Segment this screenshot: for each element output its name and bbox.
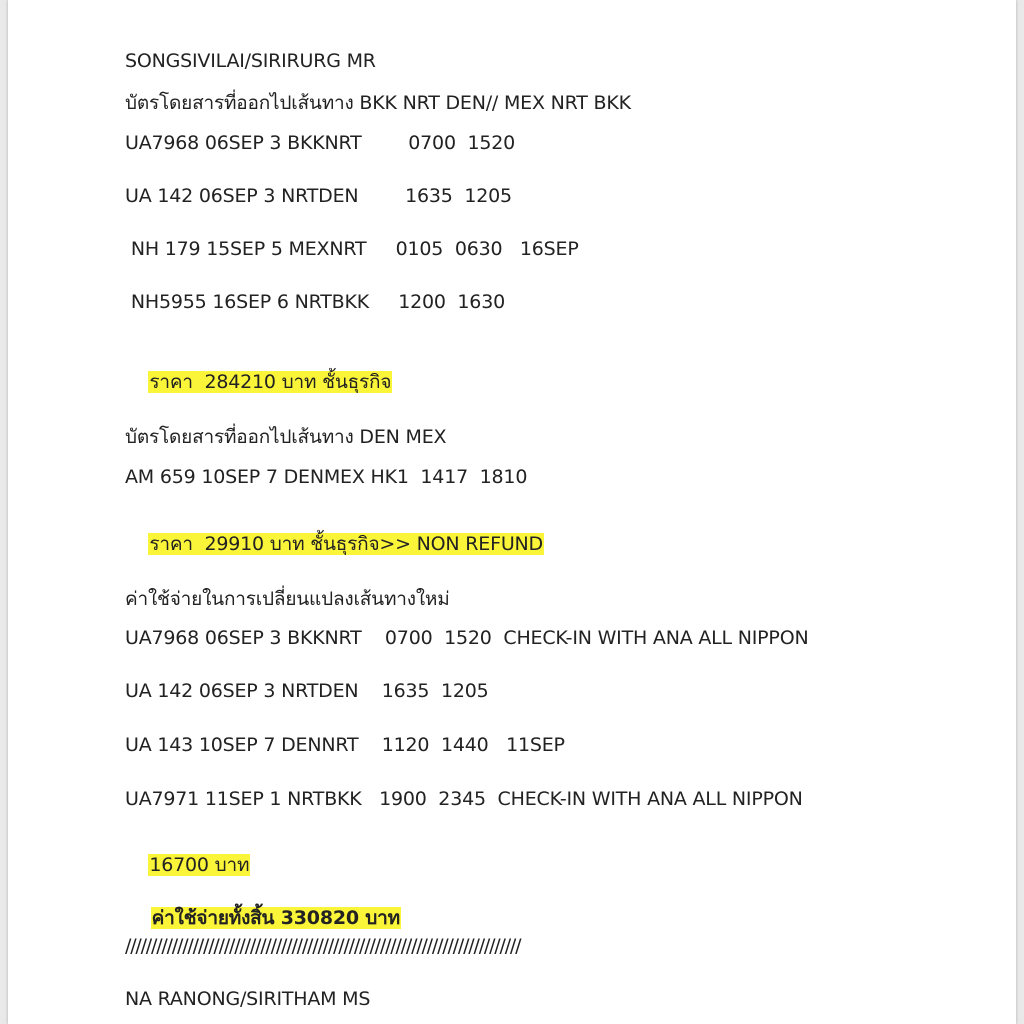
flight-segment: UA 142 06SEP 3 NRTDEN 1635 1205 <box>125 680 489 702</box>
flight-segment: UA7968 06SEP 3 BKKNRT 0700 1520 <box>125 132 516 154</box>
ticket2-price <box>125 505 544 555</box>
flight-segment: UA7971 11SEP 1 NRTBKK 1900 2345 CHECK-IN WITH ANA ALL NIPPON <box>125 788 803 810</box>
ticket2-price-highlight: ราคา 29910 บาท ชั้นธุรกิจ>> NON REFUND <box>149 533 543 555</box>
flight-segment: UA7968 06SEP 3 BKKNRT 0700 1520 CHECK-IN WITH ANA ALL NIPPON <box>125 627 809 649</box>
passenger-name: SONGSIVILAI/SIRIRURG MR <box>125 50 376 72</box>
change-heading: ค่าใช้จ่ายในการเปลี่ยนแปลงเส้นทางใหม่ <box>125 588 450 610</box>
flight-segment: UA 142 06SEP 3 NRTDEN 1635 1205 <box>125 185 512 207</box>
passenger-name: NA RANONG/SIRITHAM MS <box>125 988 371 1010</box>
flight-segment: UA 143 10SEP 7 DENNRT 1120 1440 11SEP <box>125 734 565 756</box>
document-page <box>8 0 1016 1024</box>
ticket1-price <box>125 343 392 393</box>
flight-segment: NH5955 16SEP 6 NRTBKK 1200 1630 <box>125 291 505 313</box>
change-price <box>125 826 250 876</box>
total-cost <box>125 879 401 929</box>
total-cost-highlight: ค่าใช้จ่ายทั้งสิ้น 330820 บาท <box>151 907 400 929</box>
change-price-highlight: 16700 บาท <box>149 854 250 876</box>
ticket1-heading: บัตรโดยสารที่ออกไปเส้นทาง BKK NRT DEN// MEX NRT BKK <box>125 92 631 114</box>
flight-segment: AM 659 10SEP 7 DENMEX HK1 1417 1810 <box>125 466 528 488</box>
flight-segment: NH 179 15SEP 5 MEXNRT 0105 0630 16SEP <box>125 238 579 260</box>
separator-line: //////////////////////////////////////////////////////////////////////////// <box>125 935 521 957</box>
ticket1-price-highlight: ราคา 284210 บาท ชั้นธุรกิจ <box>149 371 392 393</box>
ticket2-heading: บัตรโดยสารที่ออกไปเส้นทาง DEN MEX <box>125 426 447 448</box>
